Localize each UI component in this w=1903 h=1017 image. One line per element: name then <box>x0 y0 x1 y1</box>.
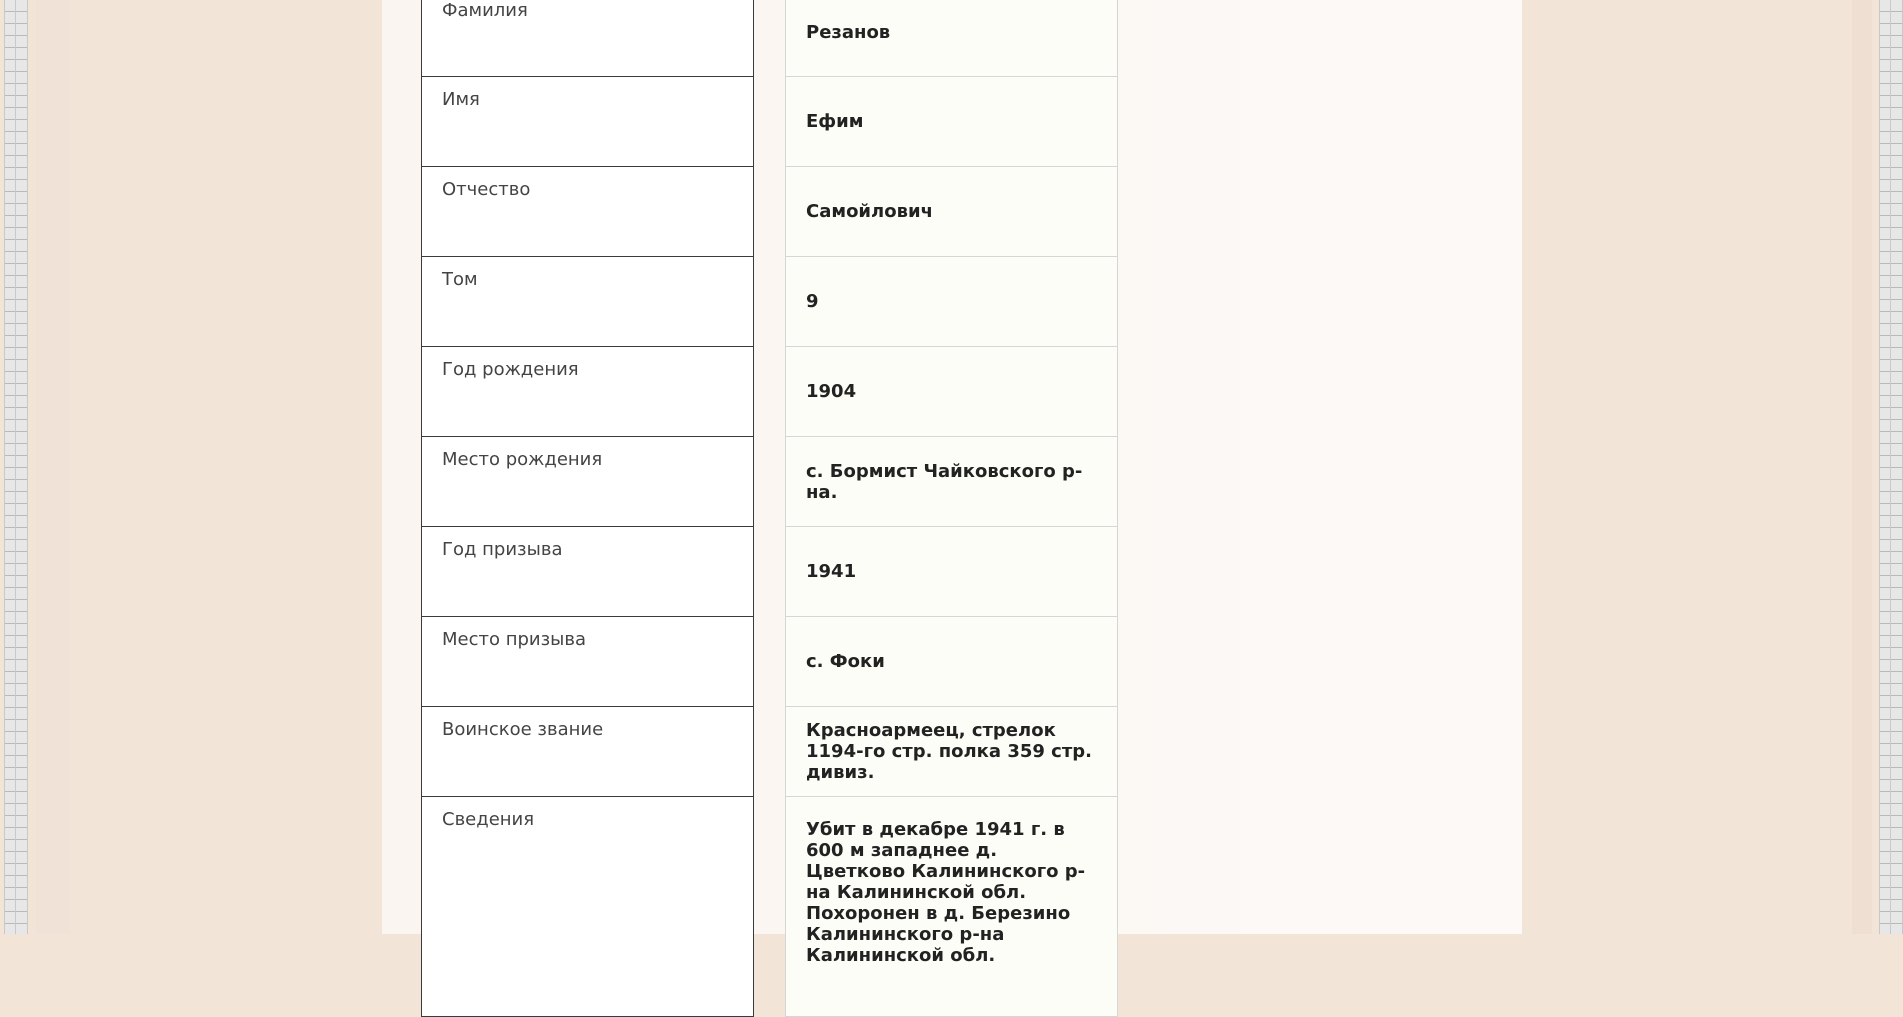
record-row-draft-year <box>421 527 1118 617</box>
right-margin-band <box>1852 0 1872 934</box>
field-label: Сведения <box>421 797 754 1017</box>
field-label: Имя <box>421 77 754 167</box>
field-value: Убит в декабре 1941 г. в 600 м западнее д. Цветково Калининского р-на Калининской обл. Похоронен в д. Березино Калининского р-на Калининской обл. <box>785 797 1118 1017</box>
record-row-birth-place <box>421 437 1118 527</box>
record-row-patronymic <box>421 167 1118 257</box>
record-row-surname <box>421 0 1118 77</box>
field-value: Красноармеец, стрелок 1194-го стр. полка 359 стр. дивиз. <box>785 707 1118 797</box>
field-label: Фамилия <box>421 0 754 77</box>
record-row-rank <box>421 707 1118 797</box>
record-row-details <box>421 797 1118 1017</box>
field-label: Том <box>421 257 754 347</box>
record-row-name <box>421 77 1118 167</box>
record-table <box>421 0 1118 1017</box>
field-value: с. Бормист Чайковского р-на. <box>785 437 1118 527</box>
field-value: 1904 <box>785 347 1118 437</box>
record-row-volume <box>421 257 1118 347</box>
field-value: Самойлович <box>785 167 1118 257</box>
field-value: Ефим <box>785 77 1118 167</box>
record-row-draft-place <box>421 617 1118 707</box>
field-label: Воинское звание <box>421 707 754 797</box>
field-value: 9 <box>785 257 1118 347</box>
left-margin-band <box>36 0 70 934</box>
field-label: Год призыва <box>421 527 754 617</box>
record-row-birth-year <box>421 347 1118 437</box>
right-ruler <box>1879 0 1903 934</box>
field-value: Резанов <box>785 0 1118 77</box>
field-value: с. Фоки <box>785 617 1118 707</box>
left-ruler <box>4 0 28 934</box>
field-label: Место призыва <box>421 617 754 707</box>
page-right-area <box>1240 0 1522 934</box>
field-label: Год рождения <box>421 347 754 437</box>
field-label: Место рождения <box>421 437 754 527</box>
field-label: Отчество <box>421 167 754 257</box>
field-value: 1941 <box>785 527 1118 617</box>
